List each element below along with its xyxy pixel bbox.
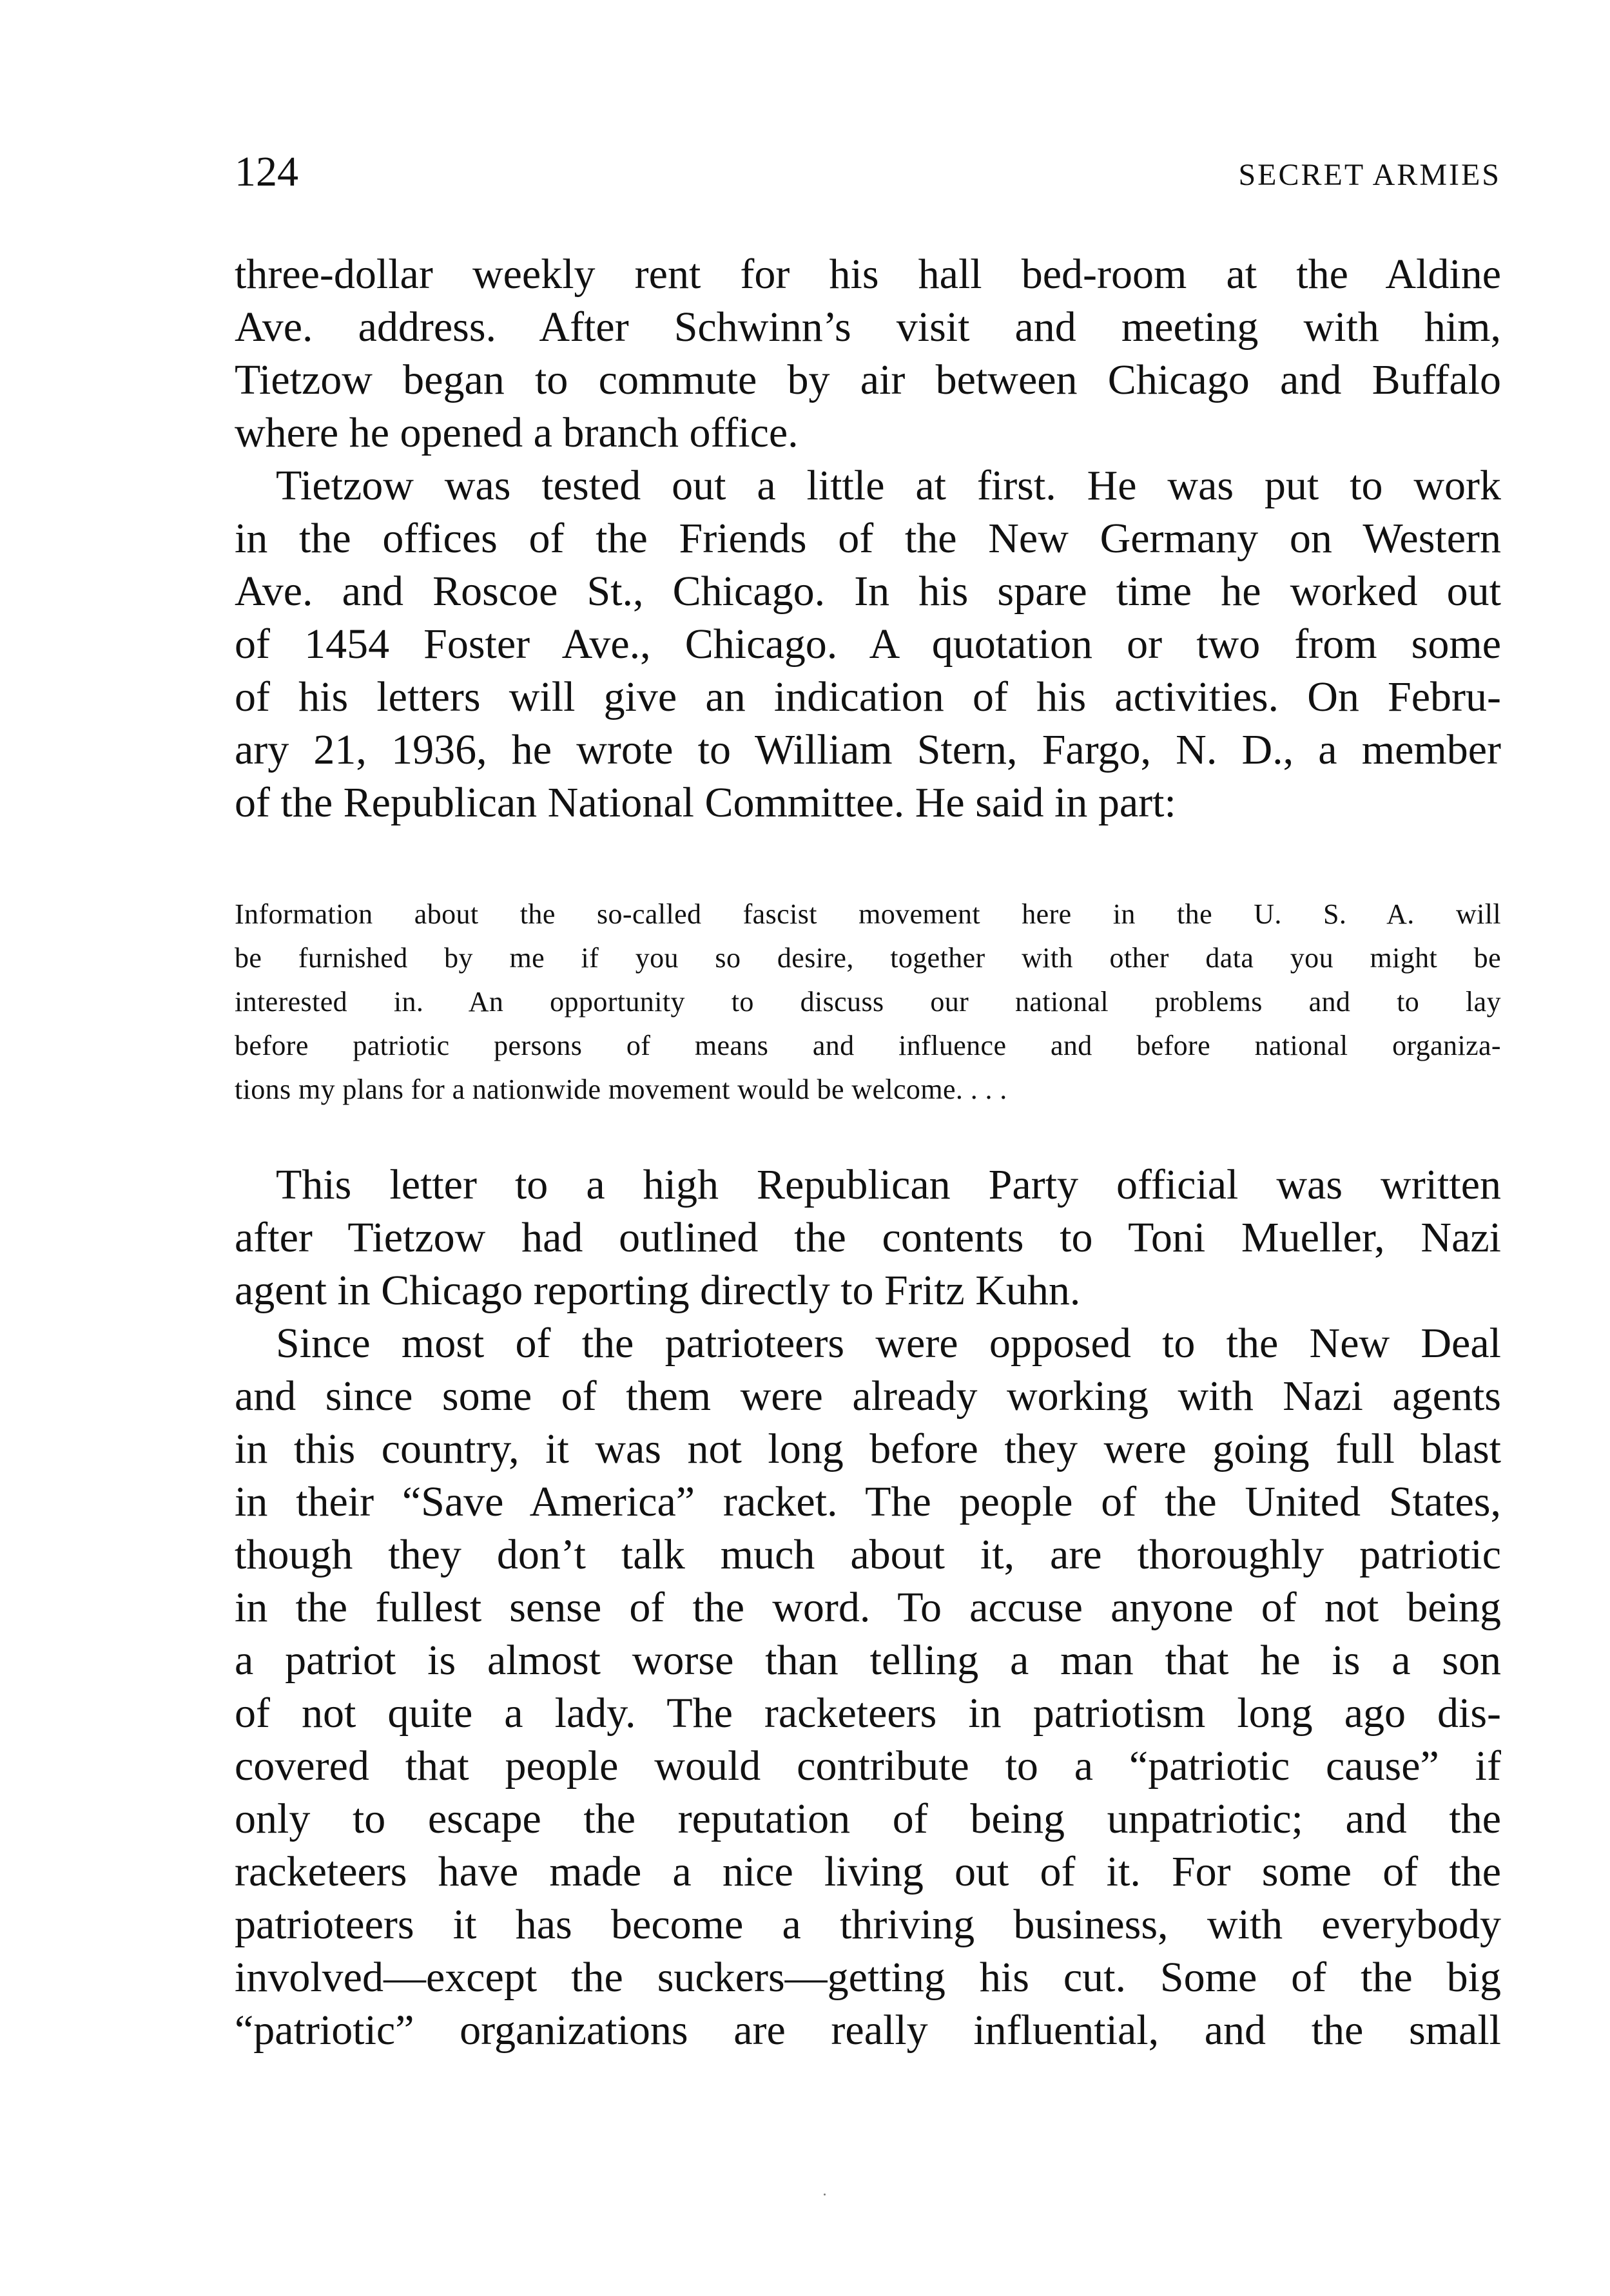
text-line: where he opened a branch office. bbox=[235, 409, 799, 456]
text-line: ary 21, 1936, he wrote to William Stern, Fargo, N. D., a member bbox=[235, 726, 1501, 773]
paragraph-2 bbox=[235, 459, 1501, 829]
page-header bbox=[235, 143, 1501, 201]
text-line: This letter to a high Republican Party official was written bbox=[276, 1161, 1501, 1208]
text-line: Tietzow began to commute by air between Chicago and Buffalo bbox=[235, 356, 1501, 403]
text-line: Since most of the patrioteers were opposed to the New Deal bbox=[276, 1320, 1501, 1367]
text-line: and since some of them were already working with Nazi agents bbox=[235, 1373, 1501, 1420]
text-line: in the offices of the Friends of the New Germany on Western bbox=[235, 515, 1501, 562]
text-line: of 1454 Foster Ave., Chicago. A quotation or two from some bbox=[235, 621, 1501, 668]
text-line: in the fullest sense of the word. To accuse anyone of not being bbox=[235, 1584, 1501, 1631]
block-quote bbox=[235, 892, 1501, 1112]
text-line: of the Republican National Committee. He said in part: bbox=[235, 779, 1176, 826]
text-line: of not quite a lady. The racketeers in patriotism long ago dis- bbox=[235, 1690, 1501, 1737]
text-line: Ave. address. After Schwinn’s visit and meeting with him, bbox=[235, 304, 1501, 351]
quote-line: before patriotic persons of means and influence and before national organiza- bbox=[235, 1030, 1501, 1061]
paragraph-4 bbox=[235, 1317, 1501, 2057]
text-line: in their “Save America” racket. The people of the United States, bbox=[235, 1478, 1501, 1525]
text-line: patrioteers it has become a thriving business, with everybody bbox=[235, 1901, 1501, 1948]
text-line: after Tietzow had outlined the contents to Toni Mueller, Nazi bbox=[235, 1214, 1501, 1261]
text-line: “patriotic” organizations are really influential, and the small bbox=[235, 2007, 1501, 2054]
text-line: Tietzow was tested out a little at first. He was put to work bbox=[276, 462, 1501, 509]
text-line: in this country, it was not long before they were going full blast bbox=[235, 1425, 1501, 1472]
text-line: Ave. and Roscoe St., Chicago. In his spare time he worked out bbox=[235, 568, 1501, 615]
text-line: racketeers have made a nice living out of it. For some of the bbox=[235, 1848, 1501, 1895]
text-line: involved—except the suckers—getting his cut. Some of the big bbox=[235, 1954, 1501, 2001]
text-line: though they don’t talk much about it, are thoroughly patriotic bbox=[235, 1531, 1501, 1578]
page-number: 124 bbox=[235, 148, 298, 195]
quote-line: tions my plans for a nationwide movement would be welcome. . . . bbox=[235, 1074, 1007, 1105]
quote-line: be furnished by me if you so desire, together with other data you might be bbox=[235, 942, 1501, 974]
text-line: agent in Chicago reporting directly to Fritz Kuhn. bbox=[235, 1267, 1081, 1314]
quote-line: Information about the so-called fascist movement here in the U. S. A. will bbox=[235, 898, 1501, 930]
text-line: three-dollar weekly rent for his hall bed-room at the Aldine bbox=[235, 251, 1501, 298]
text-line: only to escape the reputation of being unpatriotic; and the bbox=[235, 1795, 1501, 1842]
paragraph-3 bbox=[235, 1159, 1501, 1317]
running-head: SECRET ARMIES bbox=[1238, 158, 1501, 192]
text-line: covered that people would contribute to a “patriotic cause” if bbox=[235, 1742, 1501, 1790]
quote-line: interested in. An opportunity to discuss our national problems and to lay bbox=[235, 986, 1501, 1018]
scan-speck bbox=[824, 2194, 826, 2195]
text-line: of his letters will give an indication of his activities. On Febru- bbox=[235, 673, 1501, 720]
text-line: a patriot is almost worse than telling a man that he is a son bbox=[235, 1637, 1501, 1684]
paragraph-1 bbox=[235, 248, 1501, 459]
